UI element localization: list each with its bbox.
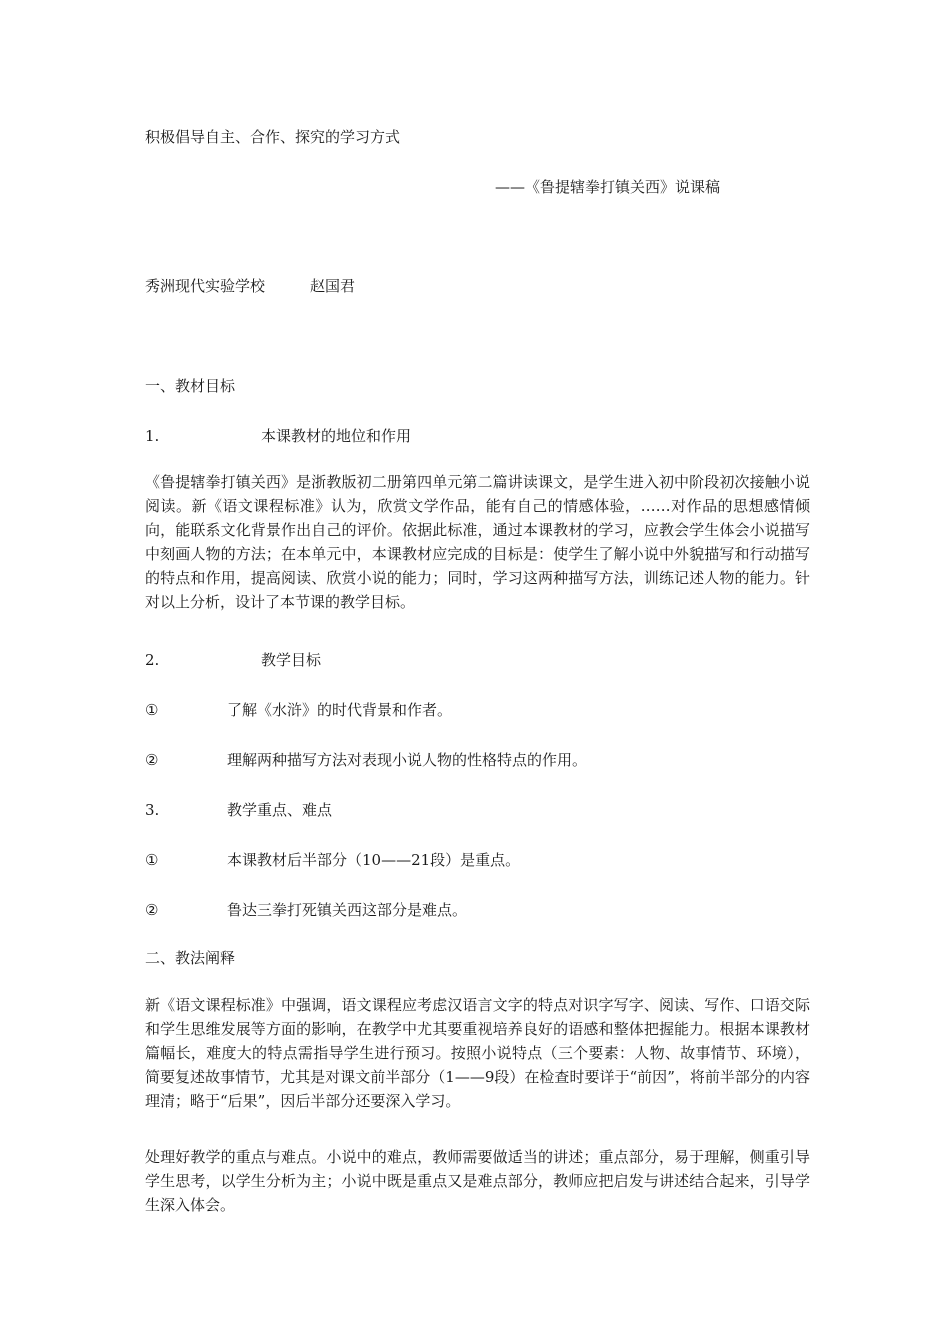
author-line	[145, 276, 355, 296]
subsection-1	[145, 426, 411, 446]
subsection-number: 1.	[145, 427, 160, 445]
list-text: 理解两种描写方法对表现小说人物的性格特点的作用。	[227, 751, 588, 769]
subsection-number: 2.	[145, 651, 160, 669]
document-title: 积极倡导自主、合作、探究的学习方式	[145, 128, 401, 146]
subsection-label: 教学目标	[261, 651, 322, 669]
list-marker: ②	[145, 901, 159, 919]
list-item-keypoint	[145, 900, 467, 920]
list-text: 了解《水浒》的时代背景和作者。	[227, 701, 453, 719]
author-name: 赵国君	[310, 277, 356, 295]
list-marker: ①	[145, 701, 159, 719]
subsection-3	[145, 800, 332, 820]
list-item-goal	[145, 750, 587, 770]
section-heading-1: 一、教材目标	[145, 377, 236, 395]
paragraph-textbook-role: 《鲁提辖拳打镇关西》是浙教版初二册第四单元第二篇讲读课文，是学生进入初中阶段初次接触小说阅读。新《语文课程标准》认为，欣赏文学作品，能有自己的情感体验，……对作品的思想感情倾向，能联系文化背景作出自己的评价。依据此标准，通过本课教材的学习，应教会学生体会小说描写中刻画人物的方法；在本单元中，本课教材应完成的目标是：使学生了解小说中外貌描写和行动描写的特点和作用，提高阅读、欣赏小说的能力；同时，学习这两种描写方法，训练记述人物的能力。针对以上分析，设计了本节课的教学目标。	[145, 473, 810, 611]
list-item-goal	[145, 700, 452, 720]
paragraph-key-difficult: 处理好教学的重点与难点。小说中的难点，教师需要做适当的讲述；重点部分，易于理解，侧重引导学生思考，以学生分析为主；小说中既是重点又是难点部分，教师应把启发与讲述结合起来，引导学生深入体会。	[145, 1148, 810, 1214]
list-marker: ①	[145, 851, 159, 869]
document-subtitle: ——《鲁提辖拳打镇关西》说课稿	[495, 178, 721, 196]
subsection-number: 3.	[145, 801, 160, 819]
subsection-2	[145, 650, 321, 670]
subsection-label: 教学重点、难点	[227, 801, 333, 819]
subsection-label: 本课教材的地位和作用	[261, 427, 412, 445]
list-text: 本课教材后半部分（10——21段）是重点。	[227, 851, 521, 869]
section-heading-2: 二、教法阐释	[145, 949, 236, 967]
paragraph-teaching-method: 新《语文课程标准》中强调，语文课程应考虑汉语言文字的特点对识字写字、阅读、写作、口语交际和学生思维发展等方面的影响，在教学中尤其要重视培养良好的语感和整体把握能力。根据本课教材篇幅长，难度大的特点需指导学生进行预习。按照小说特点（三个要素：人物、故事情节、环境），简要复述故事情节，尤其是对课文前半部分（1——9段）在检查时要详于“前因”，将前半部分的内容理清；略于“后果”，因后半部分还要深入学习。	[145, 996, 810, 1110]
list-text: 鲁达三拳打死镇关西这部分是难点。	[227, 901, 468, 919]
list-item-keypoint	[145, 850, 520, 870]
list-marker: ②	[145, 751, 159, 769]
author-school: 秀洲现代实验学校	[145, 277, 266, 295]
